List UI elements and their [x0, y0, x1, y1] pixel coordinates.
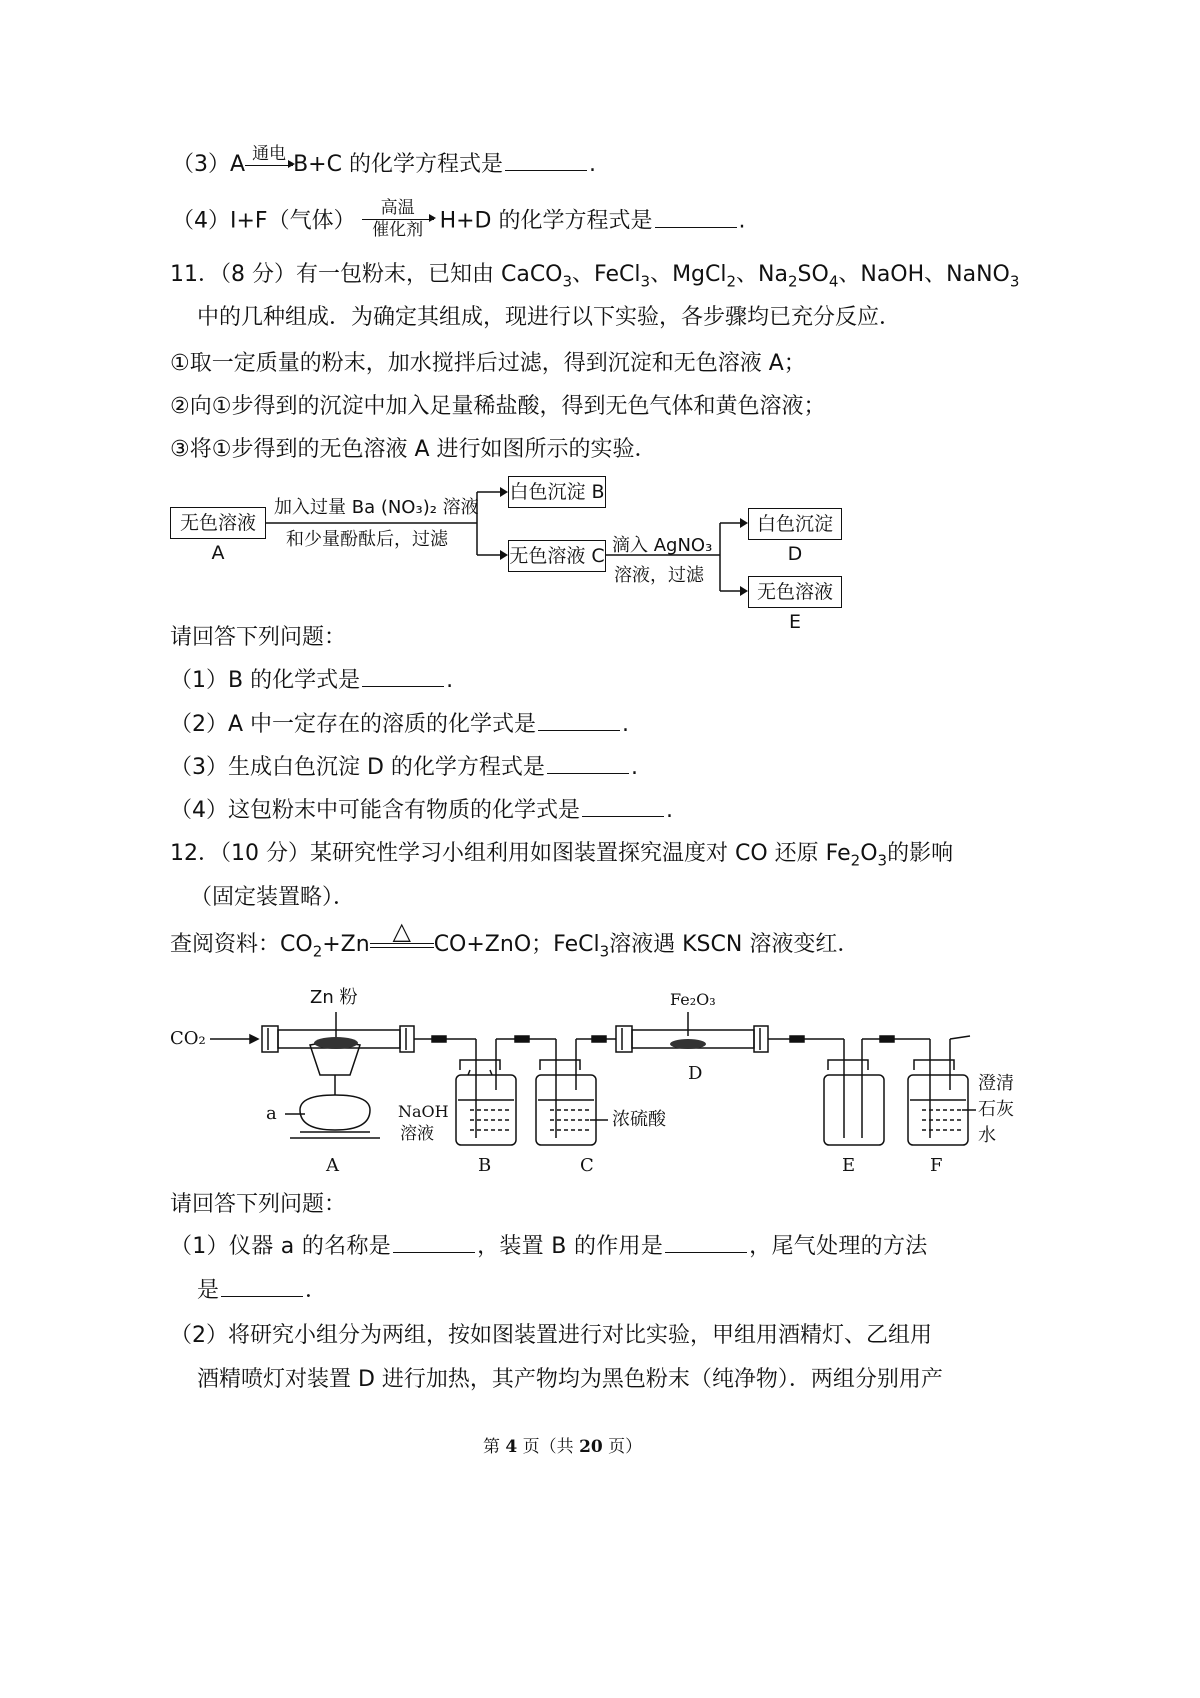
label-a-lamp: a — [266, 1103, 277, 1124]
q11-sq1-text: （1）B 的化学式是 — [170, 668, 361, 693]
flow-box-a: 无色溶液 A — [170, 507, 266, 539]
q11-sq4-text: （4）这包粉末中可能含有物质的化学式是 — [170, 798, 580, 823]
q11-text-c: 、MgCl — [650, 262, 727, 287]
label-apparatus-c: C — [580, 1155, 594, 1176]
q11-text-d: 、Na — [736, 262, 788, 287]
q11-sub-mgcl2: 2 — [726, 272, 737, 291]
q12-ref-sub-co2: 2 — [312, 942, 323, 961]
label-apparatus-a: A — [326, 1155, 339, 1176]
q12-sq1-b: ，装置 B 的作用是 — [477, 1234, 664, 1259]
q4-prefix: （4）I+F（气体） — [172, 208, 356, 234]
q11-step1: ①取一定质量的粉末，加水搅拌后过滤，得到沉淀和无色溶液 A； — [170, 351, 806, 376]
footer-page-number: 4 — [505, 1437, 518, 1457]
q11-sq2-text: （2）A 中一定存在的溶质的化学式是 — [170, 712, 537, 737]
q11-sub-so4: 4 — [828, 272, 839, 291]
flow-arrow1-top: 加入过量 Ba (NO₃)₂ 溶液 — [274, 497, 479, 518]
q4-rest: H+D 的化学方程式是 — [439, 208, 653, 234]
q3-end: . — [588, 152, 596, 177]
q4-cond-top: 高温 — [380, 198, 415, 218]
q12-text-a: 12．（10 分）某研究性学习小组利用如图装置探究温度对 CO 还原 Fe — [170, 841, 851, 866]
q12-sub-fe2: 2 — [850, 851, 861, 870]
q12-sq1-blank2[interactable] — [665, 1232, 747, 1253]
q11-step3: ③将①步得到的无色溶液 A 进行如图所示的实验． — [170, 437, 657, 462]
q12-ref-a: 查阅资料：CO — [170, 932, 313, 957]
q12-sq1 — [170, 1232, 928, 1262]
q11-sq1-end: . — [446, 668, 454, 693]
q12-sub-o3: 3 — [877, 851, 888, 870]
label-apparatus-f: F — [930, 1155, 943, 1176]
label-zn-powder: Zn 粉 — [310, 987, 358, 1008]
q3-prefix: （3）A — [172, 152, 246, 177]
label-d: D — [688, 1063, 703, 1084]
flow-box-c: 无色溶液 C — [508, 540, 606, 572]
q12-sq1-a: （1）仪器 a 的名称是 — [170, 1234, 392, 1259]
label-fe2o3: Fe₂O₃ — [670, 990, 716, 1009]
q11-step2: ②向①步得到的沉淀中加入足量稀盐酸，得到无色气体和黄色溶液； — [170, 394, 826, 419]
q12-line2: （固定装置略）． — [190, 885, 356, 910]
q12-ref-b: +Zn — [322, 932, 370, 957]
q12-sq1-end: ． — [305, 1278, 328, 1303]
flow-arrow1-bottom: 和少量酚酞后，过滤 — [286, 529, 448, 550]
q12-sq1-c: ，尾气处理的方法 — [749, 1234, 928, 1259]
q4-cond-bottom: 催化剂 — [372, 220, 424, 240]
q12-text-c: 的影响 — [887, 841, 954, 866]
q3-cond-label: 通电 — [252, 143, 287, 164]
q12-sq2-line1: （2）将研究小组分为两组，按如图装置进行对比实验，甲组用酒精灯、乙组用 — [170, 1323, 932, 1348]
q12-ref-sub-fecl3: 3 — [599, 942, 610, 961]
q12-ref-c: CO+ZnO；FeCl — [433, 932, 600, 957]
flow-box-e: 无色溶液 E — [748, 576, 842, 608]
q11-text-b: 、FeCl — [572, 262, 641, 287]
q11-text-a: 11．（8 分）有一包粉末，已知由 CaCO — [170, 262, 563, 287]
q4-end: . — [738, 208, 746, 234]
flow-box-b: 白色沉淀 B — [508, 476, 606, 508]
q11-line2: 中的几种组成．为确定其组成，现进行以下实验，各步骤均已充分反应． — [197, 305, 902, 330]
label-limewater-2: 石灰 — [978, 1099, 1014, 1120]
footer-b: 页（共 — [517, 1437, 580, 1457]
flow-box-d: 白色沉淀 D — [748, 508, 842, 540]
q12-text-b: O — [860, 841, 878, 866]
q11-text-f: 、NaOH、NaNO — [838, 262, 1010, 287]
q12-ref-delta: △ — [392, 916, 411, 945]
q12-ask: 请回答下列问题： — [170, 1192, 347, 1217]
label-apparatus-e: E — [842, 1155, 856, 1176]
q12-sq2-line2: 酒精喷灯对装置 D 进行加热，其产物均为黑色粉末（纯净物）．两组分别用产 — [197, 1367, 943, 1392]
q11-text-e: SO — [797, 262, 829, 287]
q12-sq1-blank3[interactable] — [221, 1276, 303, 1297]
label-limewater-1: 澄清 — [978, 1073, 1014, 1094]
q11-sq4-end: . — [666, 798, 673, 823]
q11-sub-fecl3: 3 — [640, 272, 651, 291]
label-apparatus-b: B — [478, 1155, 492, 1176]
label-h2so4: 浓硫酸 — [612, 1109, 666, 1130]
footer-c: 页） — [602, 1437, 643, 1457]
page-footer — [483, 1432, 642, 1457]
footer-a: 第 — [483, 1437, 506, 1457]
q11-sub-nano3: 3 — [1009, 272, 1020, 291]
label-co2: CO₂ — [170, 1028, 206, 1049]
q11-sq3-end: . — [630, 755, 638, 780]
q11-sub-caco3: 3 — [562, 272, 573, 291]
q12-ref-d: 溶液遇 KSCN 溶液变红． — [609, 932, 860, 957]
q11-sq3-text: （3）生成白色沉淀 D 的化学方程式是 — [170, 755, 545, 780]
q11-sq2-end: . — [622, 712, 630, 737]
label-naoh: NaOH — [398, 1102, 449, 1121]
fe2o3-powder — [670, 1039, 706, 1049]
q3-rest: B+C 的化学方程式是 — [293, 152, 503, 177]
q11-sub-na2: 2 — [787, 272, 798, 291]
flow-arrow2-bottom: 溶液，过滤 — [614, 565, 704, 586]
zinc-powder — [314, 1037, 358, 1049]
flow-arrow2-top: 滴入 AgNO₃ — [612, 535, 713, 556]
label-limewater-3: 水 — [978, 1125, 996, 1146]
label-naoh-solution: 溶液 — [400, 1124, 434, 1144]
q12-sq1-blank1[interactable] — [393, 1232, 475, 1253]
footer-total-pages: 20 — [579, 1437, 603, 1457]
q11-ask: 请回答下列问题： — [170, 625, 347, 650]
q12-sq1-d: 是 — [197, 1278, 220, 1303]
q12-sq1-cont — [197, 1276, 327, 1306]
